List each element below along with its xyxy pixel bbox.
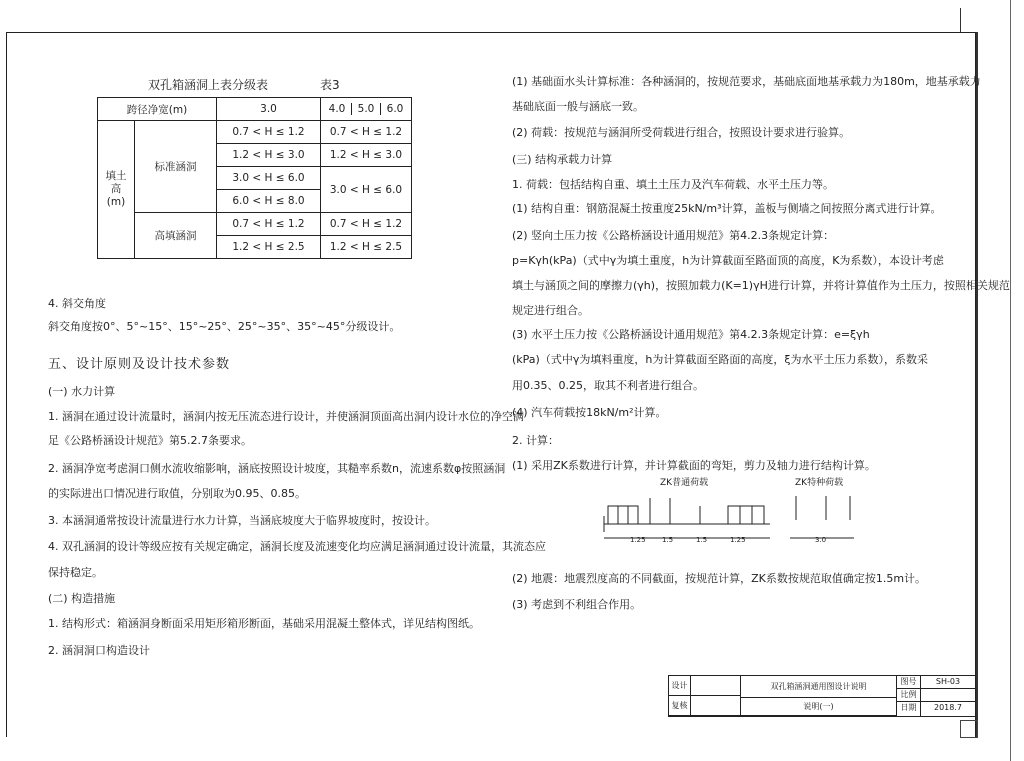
- sub2-heading: (二) 构造措施: [48, 592, 116, 605]
- tb-date: 2018.7: [934, 703, 962, 712]
- right-9: 2. 计算：: [512, 434, 559, 447]
- cell-b-0: 0.7 < H ≤ 1.2: [321, 121, 412, 144]
- cell-a-4: 0.7 < H ≤ 1.2: [217, 213, 321, 236]
- sub-group-standard: 标准涵洞: [135, 121, 217, 213]
- cell-a-3: 6.0 < H ≤ 8.0: [217, 190, 321, 213]
- construct-1: 1. 结构形式：箱涵洞身断面采用矩形箱形断面，基础采用混凝土整体式，详见结构图纸。: [48, 617, 480, 630]
- right-6b: 填土与涵顶之间的摩擦力(γh)，按照加载力(K=1)γH进行计算，并将计算值作为土压力，按照相关规范: [512, 279, 1010, 292]
- dim-2: 1.5: [662, 536, 674, 544]
- tb-subtitle: 说明(一): [741, 698, 897, 716]
- tb-date-label: 日期: [897, 702, 921, 716]
- cell-b-4: 0.7 < H ≤ 1.2: [321, 213, 412, 236]
- right-8: (4) 汽车荷载按18kN/m²计算。: [512, 406, 667, 419]
- para-3: 3. 本涵洞通常按设计流量进行水力计算，当涵底坡度大于临界坡度时，按设计。: [48, 514, 436, 527]
- span-b-1: 4.0: [328, 103, 346, 115]
- right-6a: p=Kγh(kPa)（式中γ为填土重度，h为计算截面至路面顶的高度，K为系数），本设计考虑: [512, 254, 944, 267]
- col-header: 跨径净宽(m): [98, 98, 217, 121]
- right-section3: (三) 结构承载力计算: [512, 153, 613, 166]
- item4-body: 斜交角度按0°、5°~15°、15°~25°、25°~35°、35°~45°分级设计。: [48, 320, 401, 333]
- dim-4: 1.25: [730, 536, 746, 544]
- sub-group-high-fill: 高填涵洞: [135, 213, 217, 259]
- para-4a: 4. 双孔涵洞的设计等级应按有关规定确定，涵洞长度及流速变化均应满足涵洞通过设计流量，其流态应: [48, 540, 546, 553]
- diagram-label-left: ZK普通荷载: [660, 478, 709, 488]
- scan-line: [960, 8, 961, 32]
- cell-a-1: 1.2 < H ≤ 3.0: [217, 144, 321, 167]
- para-1b: 足《公路桥涵设计规范》第5.2.7条要求。: [48, 434, 252, 447]
- cell-a-0: 0.7 < H ≤ 1.2: [217, 121, 321, 144]
- para-2a: 2. 涵洞净宽考虑洞口侧水流收缩影响，涵底按照设计坡度，其糙率系数n，流速系数φ按照涵洞: [48, 462, 506, 475]
- tb-checker-sign: [691, 696, 741, 716]
- tb-checker: 复核: [669, 696, 691, 716]
- tb-drawing-title: 双孔箱涵洞通用图设计说明: [741, 676, 897, 698]
- scan-line: [1010, 0, 1011, 761]
- scan-line: [976, 32, 978, 737]
- sub1-heading: (一) 水力计算: [48, 385, 116, 398]
- para-4b: 保持稳定。: [48, 566, 103, 579]
- right-11: (2) 地震：地震烈度高的不同截面，按规范计算，ZK系数按规范取值确定按1.5m计。: [512, 572, 927, 585]
- load-diagram-svg: [600, 476, 860, 546]
- title-block: [668, 675, 976, 717]
- span-b: [321, 98, 412, 121]
- diagram-label-right: ZK特种荷载: [795, 478, 844, 488]
- section5-heading: 五、设计原则及设计技术参数: [48, 357, 231, 372]
- classification-table: [97, 97, 412, 259]
- right-10: (1) 采用ZK系数进行计算，并计算截面的弯矩，剪力及轴力进行结构计算。: [512, 459, 876, 472]
- row-group: 填土高(m): [98, 121, 135, 259]
- load-diagram: [600, 476, 860, 546]
- table-title: 双孔箱涵洞上表分级表: [148, 78, 269, 92]
- span-a: 3.0: [217, 98, 321, 121]
- dim-3: 1.5: [696, 536, 708, 544]
- right-4: (1) 结构自重：钢筋混凝土按重度25kN/m³计算，盖板与侧墙之间按照分离式进行计算。: [512, 202, 942, 215]
- corner-mark: [960, 720, 978, 738]
- right-6c: 规定进行组合。: [512, 304, 589, 317]
- right-7a: (3) 水平土压力按《公路桥涵设计通用规范》第4.2.3条规定计算：e=ξγh: [512, 328, 870, 341]
- para-1a: 1. 涵洞在通过设计流量时，涵洞内按无压流态进行设计，并使涵洞顶面高出洞内设计水位的净空满: [48, 410, 524, 423]
- tb-designer-sign: [691, 676, 741, 696]
- right-12: (3) 考虑到不利组合作用。: [512, 598, 642, 611]
- right-5: (2) 竖向土压力按《公路桥涵设计通用规范》第4.2.3条规定计算：: [512, 229, 835, 242]
- construct-2: 2. 涵洞洞口构造设计: [48, 644, 150, 657]
- cell-b-5: 1.2 < H ≤ 2.5: [321, 236, 412, 259]
- tb-sheet-label: 图号: [897, 676, 921, 689]
- right-7b: (kPa)（式中γ为填料重度，h为计算截面至路面的高度，ξ为水平土压力系数），系数采: [512, 353, 928, 366]
- cell-b-1: 1.2 < H ≤ 3.0: [321, 144, 412, 167]
- right-7c: 用0.35、0.25，取其不利者进行组合。: [512, 379, 704, 392]
- right-2: (2) 荷载：按规范与涵洞所受荷载进行组合，按照设计要求进行验算。: [512, 126, 851, 139]
- tb-designer: 设计: [669, 676, 691, 696]
- item4-title: 4. 斜交角度: [48, 297, 106, 310]
- right-3: 1. 荷载：包括结构自重、填土土压力及汽车荷载、水平土压力等。: [512, 178, 834, 191]
- cell-a-5: 1.2 < H ≤ 2.5: [217, 236, 321, 259]
- span-b-2: 5.0: [351, 103, 380, 115]
- right-1a: (1) 基础面水头计算标准：各种涵洞的，按规范要求，基础底面地基承载力为180m，地基承载力: [512, 75, 981, 88]
- dim-5: 3.0: [815, 536, 827, 544]
- span-b-3: 6.0: [380, 103, 409, 115]
- tb-sheet-no: SH-03: [921, 676, 975, 689]
- right-1b: 基础底面一般与涵底一致。: [512, 100, 644, 113]
- cell-a-2: 3.0 < H ≤ 6.0: [217, 167, 321, 190]
- tb-scale-value: [921, 689, 975, 702]
- dim-1: 1.25: [630, 536, 646, 544]
- tb-scale-label: 比例: [897, 689, 921, 702]
- cell-b-2: 3.0 < H ≤ 6.0: [321, 167, 412, 213]
- para-2b: 的实际进出口情况进行取值，分别取为0.95、0.85。: [48, 487, 306, 500]
- table-label: 表3: [320, 78, 340, 92]
